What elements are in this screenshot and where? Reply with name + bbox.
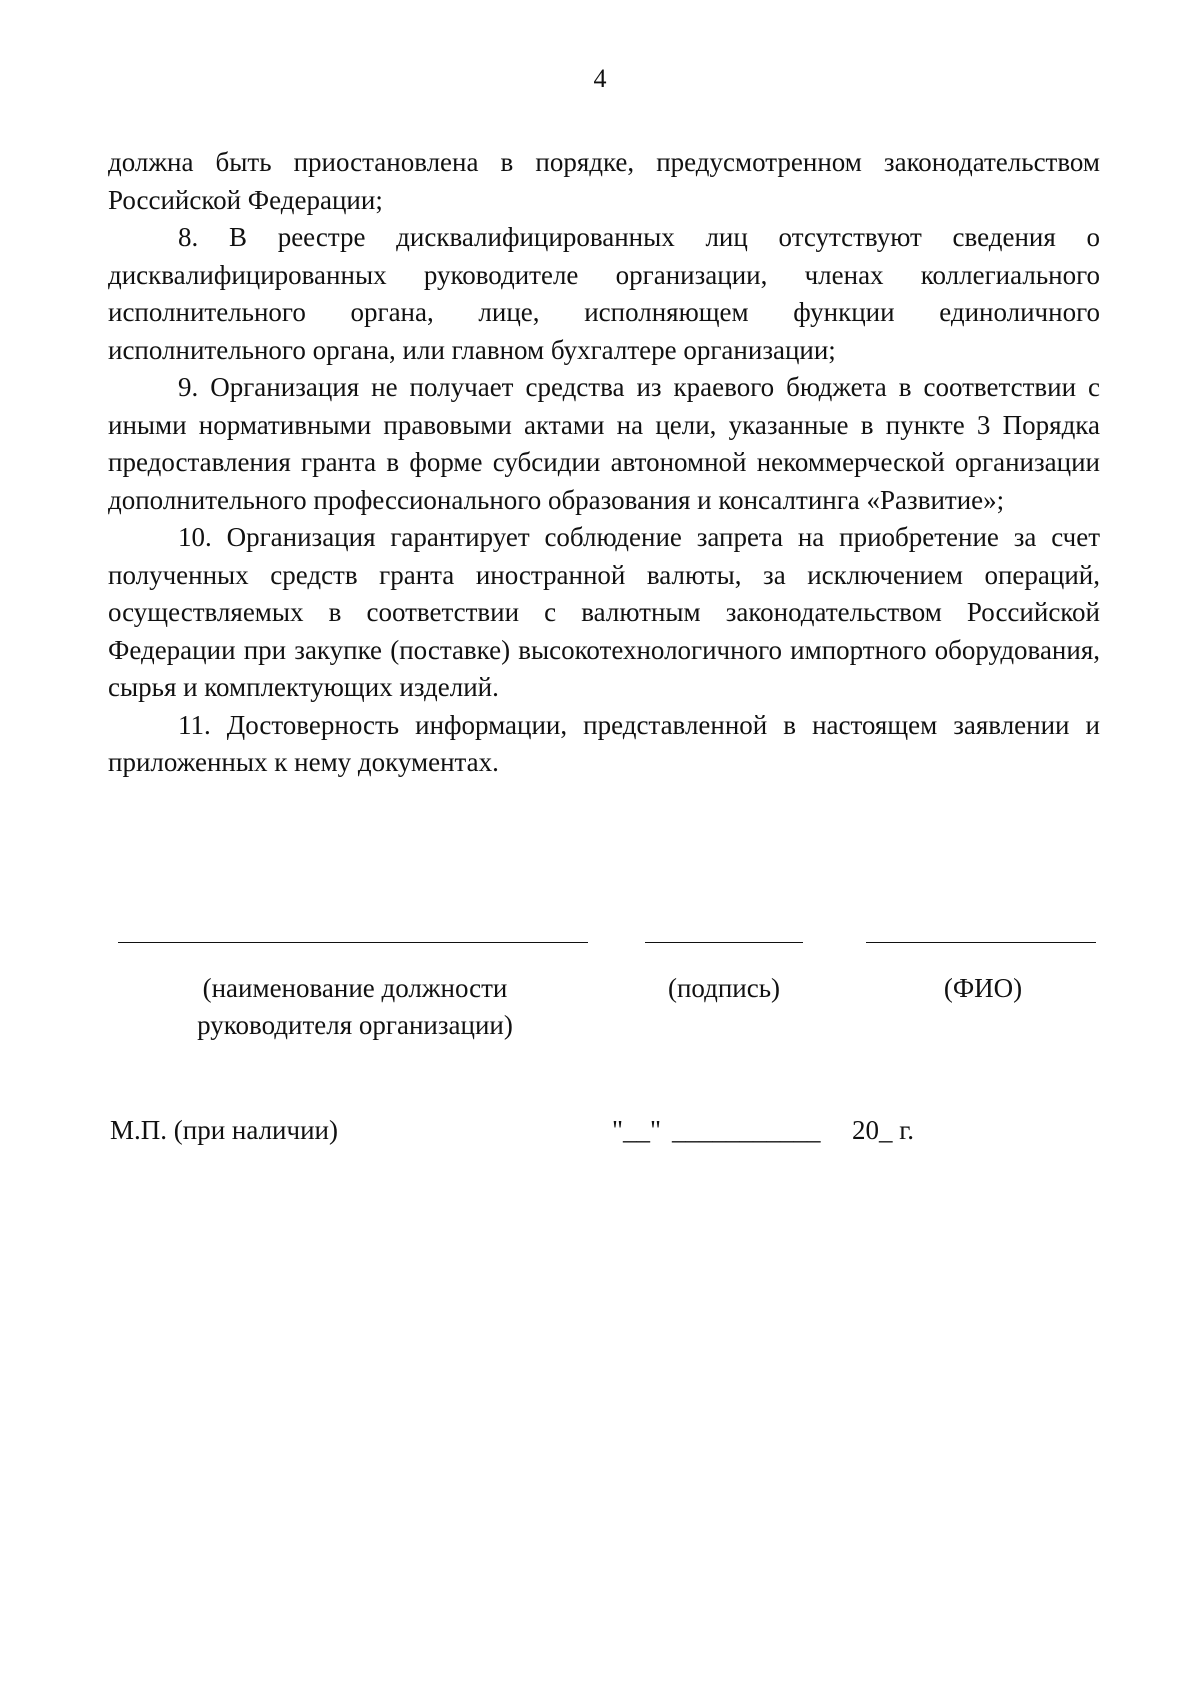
date-year-field: 20_ г. [852, 1115, 915, 1145]
stamp-note: М.П. (при наличии) [110, 1115, 338, 1145]
document-body [108, 144, 1100, 782]
date-month-field: ___________ [672, 1115, 821, 1145]
paragraph-continuation: должна быть приостановлена в порядке, предусмотренном законодательством Российской Федерации; [108, 147, 1100, 215]
page-number: 4 [593, 64, 607, 93]
date-day-field: "__" [612, 1115, 662, 1145]
position-caption [160, 970, 550, 1044]
position-caption-line-1: (наименование должности [202, 973, 508, 1003]
position-caption-line-2: руководителя организации) [197, 1010, 513, 1040]
position-signature-line [118, 942, 588, 943]
signature-caption: (подпись) [667, 973, 781, 1003]
full-name-line [866, 942, 1096, 943]
signature-line [645, 942, 803, 943]
paragraph-item-11: 11. Достоверность информации, представленной в настоящем заявлении и приложенных к нему документах. [108, 709, 1100, 777]
paragraph-item-9: 9. Организация не получает средства из краевого бюджета в соответствии с иными нормативными правовыми актами на цели, указанные в пункте 3 Порядка предоставления гранта в форме субсидии автономной некоммерческой организации дополнительного профессионального образования и консалтинга «Развитие»; [108, 372, 1100, 515]
paragraph-item-10: 10. Организация гарантирует соблюдение запрета на приобретение за счет полученных средств гранта иностранной валюты, за исключением операций, осуществляемых в соответствии с валютным законодательством Российской Федерации при закупке (поставке) высокотехнологичного импортного оборудования, сырья и комплектующих изделий. [108, 522, 1100, 702]
full-name-caption: (ФИО) [943, 973, 1023, 1003]
paragraph-item-8: 8. В реестре дисквалифицированных лиц отсутствуют сведения о дисквалифицированных руководителе организации, членах коллегиального исполнительного органа, лице, исполняющем функции единоличного исполнительного органа, или главном бухгалтере организации; [108, 222, 1100, 365]
